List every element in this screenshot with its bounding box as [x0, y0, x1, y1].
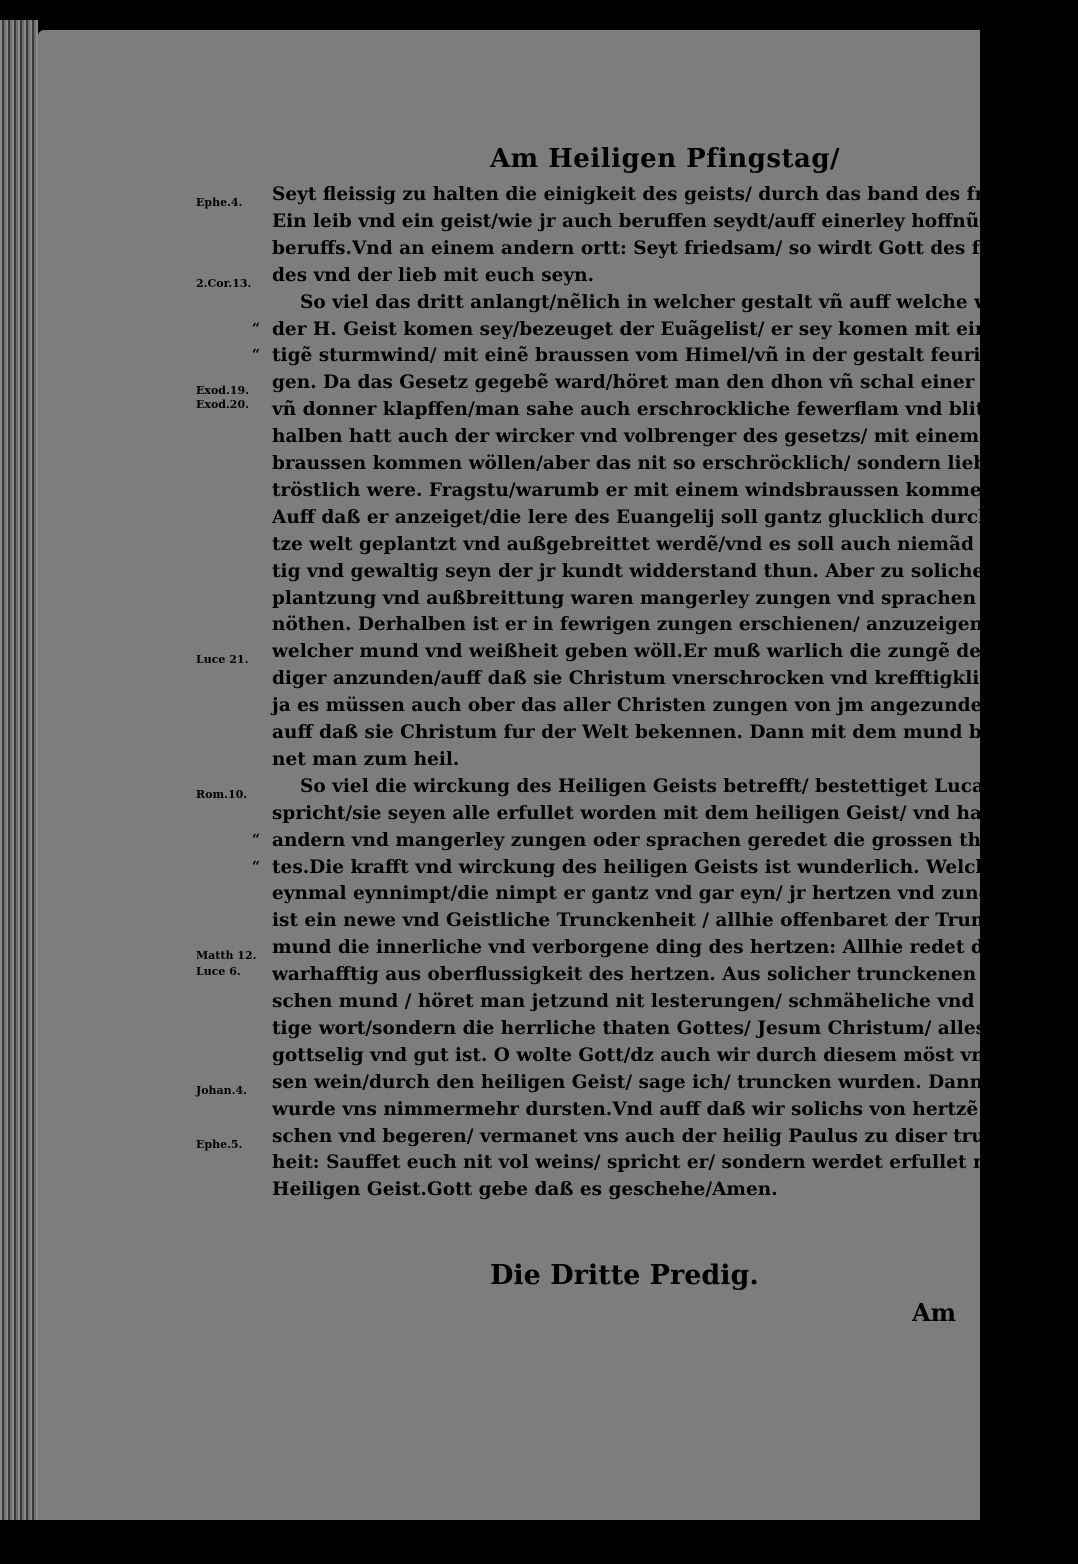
- section-title: Die Dritte Predig.: [490, 1260, 759, 1291]
- text-line: nöthen. Derhalben ist er in fewrigen zungen erschienen/ anzuzeigen/ er sey: [272, 614, 1058, 636]
- text-line: ist ein newe vnd Geistliche Trunckenheit / allhie offenbaret der Truncken: [272, 910, 1034, 932]
- margin-note: Ephe.4.: [196, 196, 243, 209]
- text-line: So viel die wirckung des Heiligen Geists betrefft/ bestettiget Lucas vnd: [300, 775, 1038, 797]
- text-line: spricht/sie seyen alle erfullet worden mit dem heiligen Geist/ vnd haben mit: [272, 802, 1062, 824]
- text-line: So viel das dritt anlangt/nẽlich in welcher gestalt vñ auff welche weyß: [300, 291, 1027, 313]
- text-line: warhafftig aus oberflussigkeit des hertzen. Aus solicher trunckenen men: [272, 964, 1028, 986]
- text-line: gottselig vnd gut ist. O wolte Gott/dz auch wir durch diesem möst vnd suſ: [272, 1044, 1036, 1066]
- margin-note: Rom.10.: [196, 787, 248, 801]
- text-line: vñ donner klapffen/man sahe auch erschrockliche fewerflam vnd blitze.Der: [272, 399, 1051, 421]
- text-line: tröstlich were. Fragstu/warumb er mit einem windsbraussen kommen seyt: [272, 479, 1044, 501]
- quote-mark: “: [252, 320, 261, 337]
- text-line: diger anzunden/auff daß sie Christum vnerschrocken vnd krefftigklich leren:: [272, 668, 1072, 690]
- text-line: ja es müssen auch ober das aller Christen zungen von jm angezundet werdẽ/: [272, 695, 1067, 717]
- text-line: tes.Die krafft vnd wirckung des heiligen Geists ist wunderlich. Welche er: [272, 856, 1029, 878]
- text-line: andern vnd mangerley zungen oder sprachen geredet die grossen thatẽ Got: [272, 829, 1057, 851]
- text-line: welcher mund vnd weißheit geben wöll.Er muß warlich die zungẽ der Pre: [272, 641, 1033, 663]
- running-head: Am Heiligen Pfingstag/: [490, 144, 841, 174]
- text-line: Heiligen Geist.Gott gebe daß es geschehe/Amen.: [272, 1179, 778, 1201]
- text-line: net man zum heil.: [272, 748, 460, 770]
- margin-note: Matth 12.: [196, 949, 257, 963]
- margin-note: 2.Cor.13.: [196, 276, 252, 290]
- page-stack-edge: [0, 20, 38, 1520]
- text-line: sen wein/durch den heiligen Geist/ sage ich/ truncken wurden. Dann also: [272, 1071, 1032, 1093]
- text-line: Auff daß er anzeiget/die lere des Euangelij soll gantz glucklich durch die gan: [272, 506, 1075, 528]
- text-line: der H. Geist komen sey/bezeuget der Euãgelist/ er sey komen mit einem heff: [272, 318, 1067, 340]
- catchword: Am: [912, 1298, 957, 1327]
- text-line: Seyt fleissig zu halten die einigkeit des geists/ durch das band des frides.: [272, 184, 1033, 205]
- margin-note: Johan.4.: [196, 1083, 247, 1097]
- text-line: mund die innerliche vnd verborgene ding des hertzen: Allhie redet der mund: [272, 937, 1072, 959]
- text-line: plantzung vnd außbreittung waren mangerley zungen vnd sprachen von: [272, 587, 1020, 609]
- text-line: wurde vns nimmermehr dursten.Vnd auff daß wir solichs von hertzẽ wun: [272, 1098, 1028, 1120]
- text-line: Ein leib vnd ein geist/wie jr auch beruffen seydt/auff einerley hoffnũg ewers: [272, 210, 1059, 232]
- text-line: halben hatt auch der wircker vnd volbrenger des gesetzs/ mit einem sturm vñ: [272, 426, 1078, 448]
- quote-mark: “: [252, 858, 261, 875]
- bottom-shadow: [0, 1520, 1000, 1564]
- text-line: tze welt geplantzt vnd außgebreittet werdẽ/vnd es soll auch niemãd so mech: [272, 533, 1066, 555]
- text-line: schen mund / höret man jetzund nit lesterungen/ schmäheliche vnd vnzuch: [272, 991, 1054, 1012]
- quote-mark: “: [252, 347, 261, 364]
- text-line: auff daß sie Christum fur der Welt bekennen. Dann mit dem mund beken: [272, 722, 1032, 743]
- margin-note: Luce 21.: [196, 653, 249, 667]
- text-line: braussen kommen wöllen/aber das nit so erschröcklich/ sondern lieblich vnd: [272, 453, 1069, 474]
- margin-note: Ephe.5.: [196, 1137, 243, 1151]
- text-line: schen vnd begeren/ vermanet vns auch der heilig Paulus zu diser truncken: [272, 1125, 1048, 1147]
- text-line: tige wort/sondern die herrliche thaten Gottes/ Jesum Christum/ alles was: [272, 1017, 1031, 1039]
- text-line: beruffs.Vnd an einem andern ortt: Seyt friedsam/ so wirdt Gott des frie: [272, 237, 1009, 259]
- margin-note: Exod.19.: [196, 384, 249, 398]
- text-line: heit: Sauffet euch nit vol weins/ spricht er/ sondern werdet erfullet mit dem: [272, 1152, 1059, 1174]
- text-line: des vnd der lieb mit euch seyn.: [272, 264, 595, 286]
- text-line: gen. Da das Gesetz gegebẽ ward/höret man den dhon vñ schal einer posaunẽ: [272, 372, 1068, 394]
- margin-note: Exod.20.: [196, 397, 249, 411]
- margin-note: Luce 6.: [196, 965, 241, 979]
- text-line: eynmal eynnimpt/die nimpt er gantz vnd gar eyn/ jr hertzen vnd zungẽ.Diß: [272, 883, 1047, 905]
- text-line: tig vnd gewaltig seyn der jr kundt widderstand thun. Aber zu solicher fort: [272, 560, 1039, 582]
- text-line: tigẽ sturmwind/ mit einẽ braussen vom Himel/vñ in der gestalt feuriger zun: [272, 345, 1059, 367]
- quote-mark: “: [252, 831, 261, 848]
